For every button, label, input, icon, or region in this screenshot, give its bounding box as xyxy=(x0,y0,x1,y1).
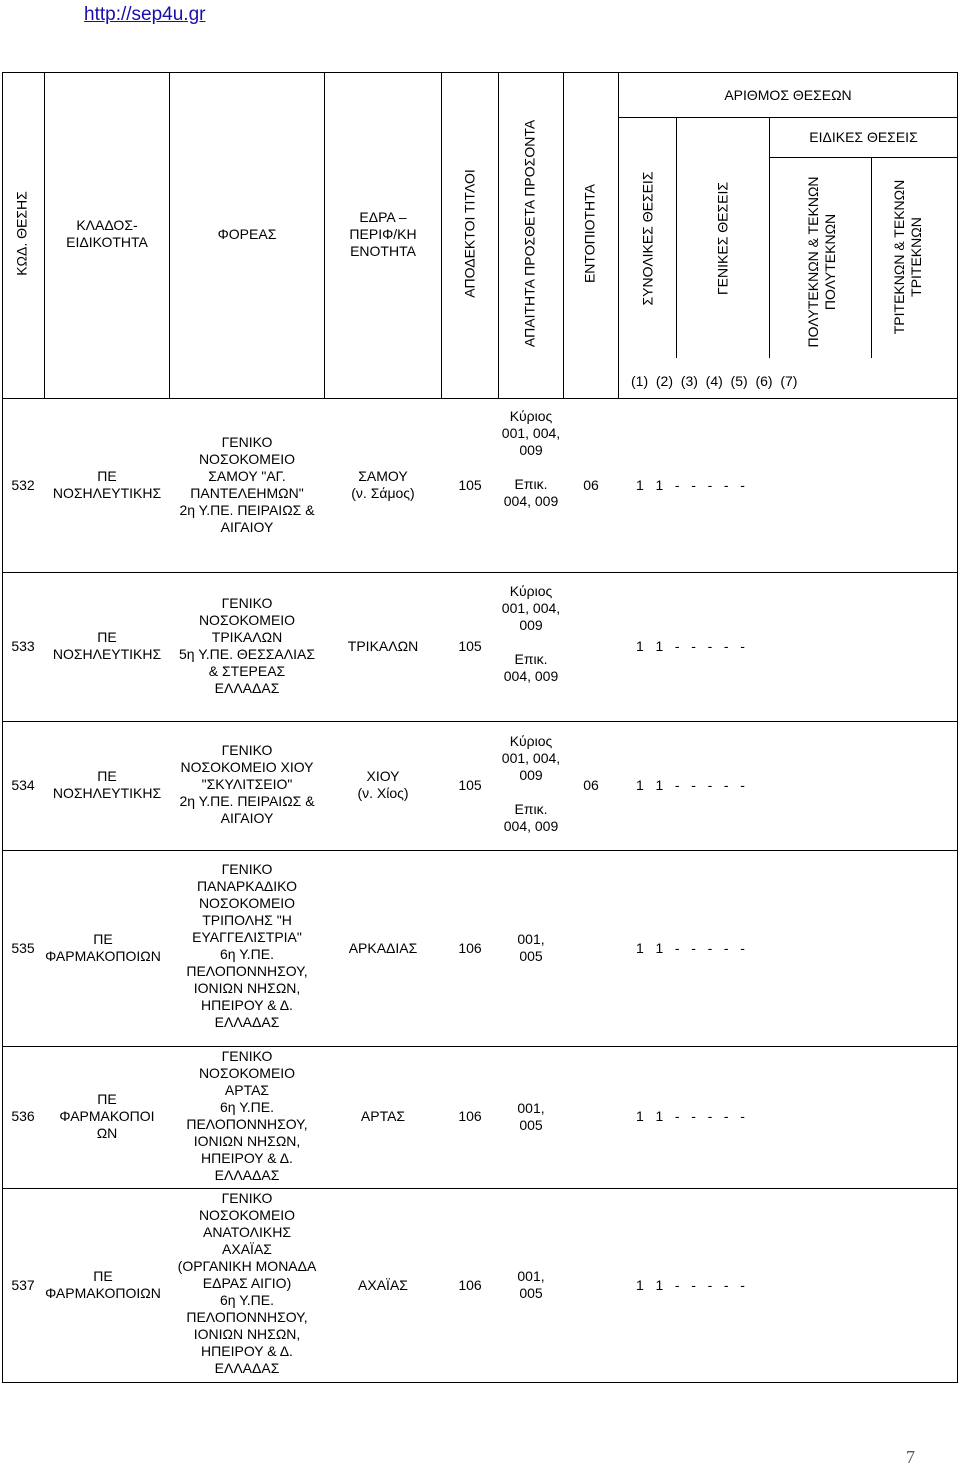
row-536-titles: 106 xyxy=(458,1108,482,1124)
col-header-foreas: ΦΟΡΕΑΣ xyxy=(217,226,277,242)
row-532-titles: 105 xyxy=(458,477,482,493)
row-536-specialty: ΠΕ ΦΑΡΜΑΚΟΠΟΙ ΩΝ xyxy=(59,1091,155,1141)
row-534-foreas: ΓΕΝΙΚΟ ΝΟΣΟΚΟΜΕΙΟ ΧΙΟΥ "ΣΚΥΛΙΤΣΕΙΟ" 2η Υ.ΠΕ. ΠΕΙΡΑΙΩΣ & ΑΙΓΑΙΟΥ xyxy=(179,742,315,826)
header-link[interactable]: http://sep4u.gr xyxy=(84,4,206,25)
row-533-foreas: ΓΕΝΙΚΟ ΝΟΣΟΚΟΜΕΙΟ ΤΡΙΚΑΛΩΝ 5η Υ.ΠΕ. ΘΕΣΣΑΛΙΑΣ & ΣΤΕΡΕΑΣ ΕΛΛΑΔΑΣ xyxy=(179,595,315,696)
row-535-numbers: 1 1 - - - - - xyxy=(636,940,745,956)
col-header-synolikes: ΣΥΝΟΛΙΚΕΣ ΘΕΣΕΙΣ xyxy=(639,171,656,306)
row-537-specialty: ΠΕ ΦΑΡΜΑΚΟΠΟΙΩΝ xyxy=(45,1268,161,1301)
row-537-numbers: 1 1 - - - - - xyxy=(636,1277,745,1293)
row-532-numbers: 1 1 - - - - - xyxy=(636,477,745,493)
col-header-genikes: ΓΕΝΙΚΕΣ ΘΕΣΕΙΣ xyxy=(714,181,731,296)
row-532-code: 532 xyxy=(11,477,35,493)
row-534-specialty: ΠΕ ΝΟΣΗΛΕΥΤΙΚΗΣ xyxy=(52,768,162,801)
row-537-code: 537 xyxy=(11,1277,35,1293)
row-533-edra: ΤΡΙΚΑΛΩΝ xyxy=(347,638,419,654)
row-536-edra: ΑΡΤΑΣ xyxy=(360,1108,406,1124)
row-533-titles: 105 xyxy=(458,638,482,654)
col-header-numbering: (1) (2) (3) (4) (5) (6) (7) xyxy=(631,373,798,389)
col-header-qualifications: ΑΠΑΙΤΗΤΑ ΠΡΟΣΘΕΤΑ ΠΡΟΣΟΝΤΑ xyxy=(521,119,538,348)
row-537-edra: ΑΧΑΪΑΣ xyxy=(358,1277,408,1293)
row-537-qualifications: 001, 005 xyxy=(517,1268,545,1301)
row-535-titles: 106 xyxy=(458,940,482,956)
row-532-edra: ΣΑΜΟΥ (ν. Σάμος) xyxy=(351,468,415,501)
row-535-edra: ΑΡΚΑΔΙΑΣ xyxy=(348,940,418,956)
row-534-entopiotita: 06 xyxy=(583,777,599,793)
row-533-numbers: 1 1 - - - - - xyxy=(636,638,745,654)
col-header-entopiotita: ΕΝΤΟΠΙΟΤΗΤΑ xyxy=(581,183,598,284)
col-header-titles: ΑΠΟΔΕΚΤΟΙ ΤΙΤΛΟΙ xyxy=(461,169,478,298)
col-header-arithmos: ΑΡΙΘΜΟΣ ΘΕΣΕΩΝ xyxy=(724,87,852,103)
row-535-foreas: ΓΕΝΙΚΟ ΠΑΝΑΡΚΑΔΙΚΟ ΝΟΣΟΚΟΜΕΙΟ ΤΡΙΠΟΛΗΣ "Η ΕΥΑΓΓΕΛΙΣΤΡΙΑ" 6η Υ.ΠΕ. ΠΕΛΟΠΟΝΝΗΣΟΥ, ΙΟΝΙΩΝ ΝΗΣΩΝ, ΗΠΕΙΡΟΥ & Δ. ΕΛΛΑΔΑΣ xyxy=(186,861,308,1030)
page-number: 7 xyxy=(906,1447,915,1467)
row-535-specialty: ΠΕ ΦΑΡΜΑΚΟΠΟΙΩΝ xyxy=(45,931,161,964)
row-536-qualifications: 001, 005 xyxy=(517,1100,545,1133)
row-533-qualifications: Κύριος 001, 004, 009 Επικ. 004, 009 xyxy=(501,583,561,684)
row-534-edra: ΧΙΟΥ (ν. Χίος) xyxy=(357,768,409,801)
row-532-specialty: ΠΕ ΝΟΣΗΛΕΥΤΙΚΗΣ xyxy=(52,468,162,501)
row-534-titles: 105 xyxy=(458,777,482,793)
row-533-specialty: ΠΕ ΝΟΣΗΛΕΥΤΙΚΗΣ xyxy=(52,629,162,662)
col-header-code: ΚΩΔ. ΘΕΣΗΣ xyxy=(13,191,30,276)
col-header-specialty: ΚΛΑΔΟΣ- ΕΙΔΙΚΟΤΗΤΑ xyxy=(66,217,148,250)
row-532-qualifications: Κύριος 001, 004, 009 Επικ. 004, 009 xyxy=(501,408,561,509)
row-537-titles: 106 xyxy=(458,1277,482,1293)
row-532-foreas: ΓΕΝΙΚΟ ΝΟΣΟΚΟΜΕΙΟ ΣΑΜΟΥ "ΑΓ. ΠΑΝΤΕΛΕΗΜΩΝ" 2η Υ.ΠΕ. ΠΕΙΡΑΙΩΣ & ΑΙΓΑΙΟΥ xyxy=(179,434,315,535)
row-536-foreas: ΓΕΝΙΚΟ ΝΟΣΟΚΟΜΕΙΟ ΑΡΤΑΣ 6η Υ.ΠΕ. ΠΕΛΟΠΟΝΝΗΣΟΥ, ΙΟΝΙΩΝ ΝΗΣΩΝ, ΗΠΕΙΡΟΥ & Δ. ΕΛΛΑΔΑΣ xyxy=(186,1048,308,1183)
row-532-entopiotita: 06 xyxy=(583,477,599,493)
row-534-code: 534 xyxy=(11,777,35,793)
col-header-edra: ΕΔΡΑ – ΠΕΡΙΦ/ΚΗ ΕΝΟΤΗΤΑ xyxy=(349,209,417,259)
row-537-foreas: ΓΕΝΙΚΟ ΝΟΣΟΚΟΜΕΙΟ ΑΝΑΤΟΛΙΚΗΣ ΑΧΑΪΑΣ (ΟΡΓΑΝΙΚΗ ΜΟΝΑΔΑ ΕΔΡΑΣ ΑΙΓΙΟ) 6η Υ.ΠΕ. ΠΕΛΟΠΟΝΝΗΣΟΥ, ΙΟΝΙΩΝ ΝΗΣΩΝ, ΗΠΕΙΡΟΥ & Δ. ΕΛΛΑΔΑΣ xyxy=(177,1190,317,1376)
row-536-numbers: 1 1 - - - - - xyxy=(636,1108,745,1124)
col-header-polyteknon: ΠΟΛΥΤΕΚΝΩΝ & ΤΕΚΝΩΝ ΠΟΛΥΤΕΚΝΩΝ xyxy=(805,176,838,348)
row-536-code: 536 xyxy=(11,1108,35,1124)
row-535-code: 535 xyxy=(11,940,35,956)
row-534-qualifications: Κύριος 001, 004, 009 Επικ. 004, 009 xyxy=(501,733,561,834)
row-534-numbers: 1 1 - - - - - xyxy=(636,777,745,793)
row-535-qualifications: 001, 005 xyxy=(517,931,545,964)
row-533-code: 533 xyxy=(11,638,35,654)
col-header-triteknon: ΤΡΙΤΕΚΝΩΝ & ΤΕΚΝΩΝ ΤΡΙΤΕΚΝΩΝ xyxy=(891,179,924,335)
col-header-eidikes: ΕΙΔΙΚΕΣ ΘΕΣΕΙΣ xyxy=(809,129,918,145)
